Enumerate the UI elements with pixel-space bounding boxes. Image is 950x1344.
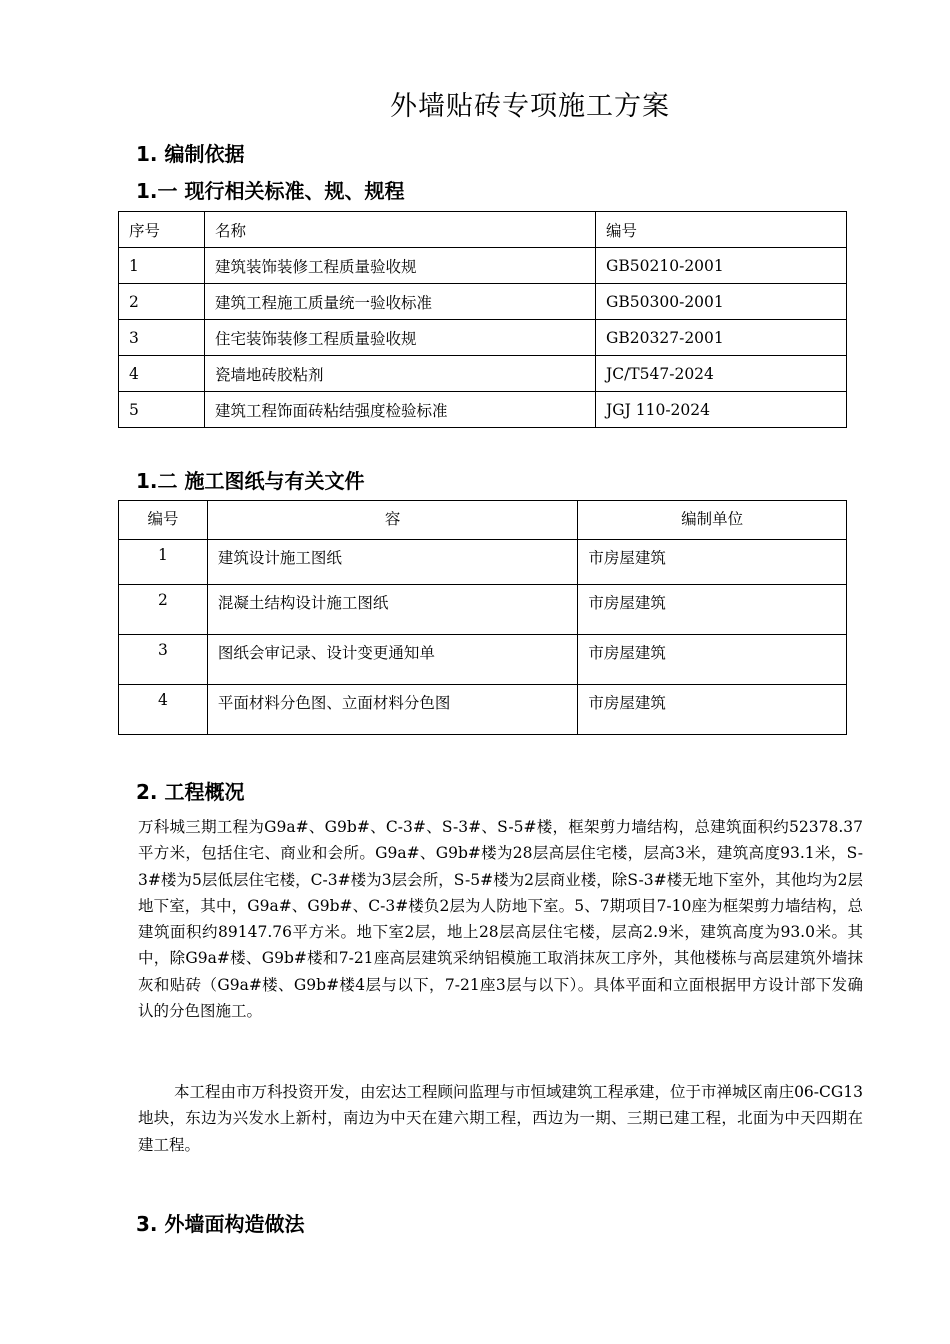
- table-cell: 2: [119, 284, 205, 320]
- table-header-cell: 序号: [119, 212, 205, 248]
- table-row: [119, 320, 847, 356]
- table-row: [119, 392, 847, 428]
- table-cell: GB50210-2001: [596, 248, 847, 284]
- overview-paragraph-2: 本工程由市万科投资开发，由宏达工程顾问监理与市恒域建筑工程承建，位于市禅城区南庄06-CG13地块，东边为兴发水上新村，南边为中天在建六期工程，西边为一期、三期已建工程，北面为中天四期在建工程。: [138, 1083, 863, 1154]
- table-cell: 建筑设计施工图纸: [207, 540, 577, 585]
- table-cell: GB50300-2001: [596, 284, 847, 320]
- table-row: [119, 284, 847, 320]
- table-row: [119, 356, 847, 392]
- table-cell: 市房屋建筑: [578, 635, 847, 685]
- table-cell: 5: [119, 392, 205, 428]
- section-heading-2: 2. 工程概况: [136, 780, 245, 804]
- table-cell: 市房屋建筑: [578, 685, 847, 735]
- table-cell: 建筑工程施工质量统一验收标准: [205, 284, 596, 320]
- table-cell: 混凝土结构设计施工图纸: [207, 585, 577, 635]
- table-cell: 4: [119, 685, 208, 735]
- table-row: [119, 540, 847, 585]
- table-cell: JGJ 110-2024: [596, 392, 847, 428]
- table-cell: JC/T547-2024: [596, 356, 847, 392]
- table-header-row: [119, 501, 847, 540]
- table-header-cell: 容: [207, 501, 577, 540]
- table-cell: GB20327-2001: [596, 320, 847, 356]
- table-cell: 平面材料分色图、立面材料分色图: [207, 685, 577, 735]
- table-row: [119, 685, 847, 735]
- table-cell: 3: [119, 635, 208, 685]
- table-row: [119, 585, 847, 635]
- drawings-table: [118, 500, 847, 735]
- overview-paragraph-1: 万科城三期工程为G9a#、G9b#、C-3#、S-3#、S-5#楼，框架剪力墙结构，总建筑面积约52378.37平方米，包括住宅、商业和会所。G9a#、G9b#楼为28层高层住宅楼，层高3米，建筑高度93.1米，S-3#楼为5层低层住宅楼，C-3#楼为3层会所，S-5#楼为2层商业楼，除S-3#楼无地下室外，其他均为2层地下室，其中，G9a#、G9b#、C-3#楼负2层为人防地下室。5、7期项目7-10座为框架剪力墙结构，总建筑面积约89147.76平方米。地下室2层，地上28层高层住宅楼，层高2.9米，建筑高度为93.0米。其中，除G9a#楼、G9b#楼和7-21座高层建筑采纳铝模施工取消抹灰工序外，其他楼栋与高层建筑外墙抹灰和贴砖（G9a#楼、G9b#楼4层与以下，7-21座3层与以下）。具体平面和立面根据甲方设计部下发确认的分色图施工。: [138, 818, 863, 1021]
- table-cell: 1: [119, 540, 208, 585]
- table-cell: 住宅装饰装修工程质量验收规: [205, 320, 596, 356]
- table-cell: 图纸会审记录、设计变更通知单: [207, 635, 577, 685]
- table-header-cell: 编制单位: [578, 501, 847, 540]
- table-row: [119, 635, 847, 685]
- standards-table: [118, 211, 847, 428]
- table-header-row: [119, 212, 847, 248]
- table-cell: 2: [119, 585, 208, 635]
- table-cell: 市房屋建筑: [578, 540, 847, 585]
- table-cell: 1: [119, 248, 205, 284]
- table-row: [119, 248, 847, 284]
- table-cell: 3: [119, 320, 205, 356]
- table-header-cell: 名称: [205, 212, 596, 248]
- section-heading-3: 3. 外墙面构造做法: [136, 1212, 305, 1236]
- table-cell: 瓷墙地砖胶粘剂: [205, 356, 596, 392]
- table-cell: 4: [119, 356, 205, 392]
- table-cell: 建筑装饰装修工程质量验收规: [205, 248, 596, 284]
- document-title: 外墙贴砖专项施工方案: [390, 91, 670, 122]
- table-cell: 建筑工程饰面砖粘结强度检验标准: [205, 392, 596, 428]
- section-heading-1: 1. 编制依据: [136, 142, 245, 166]
- table-cell: 市房屋建筑: [578, 585, 847, 635]
- section-heading-1-1: 1.一 现行相关标准、规、规程: [136, 179, 405, 203]
- table-header-cell: 编号: [596, 212, 847, 248]
- section-heading-1-2: 1.二 施工图纸与有关文件: [136, 469, 365, 493]
- table-header-cell: 编号: [119, 501, 208, 540]
